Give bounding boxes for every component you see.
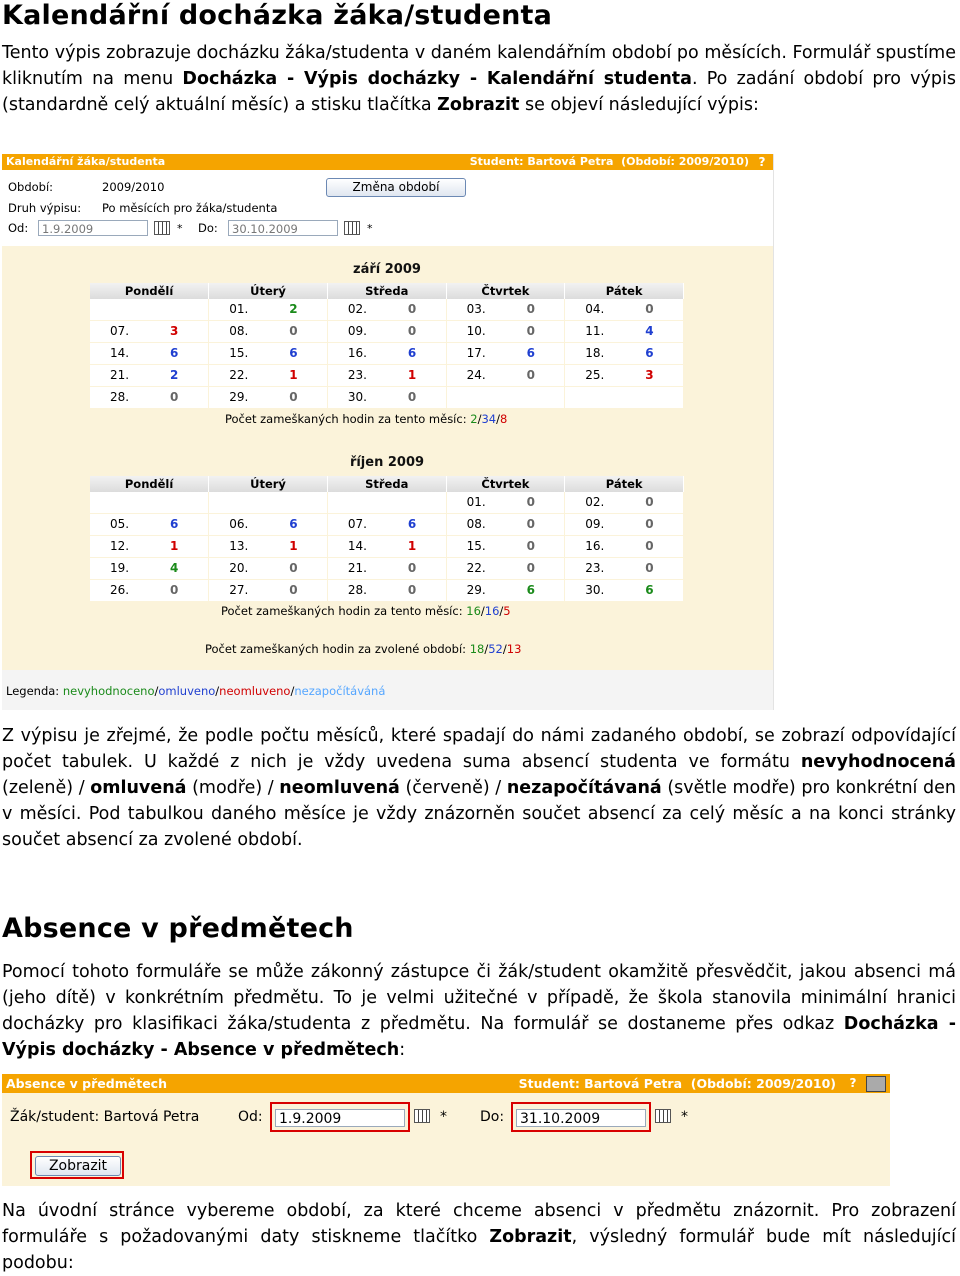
intro-text-2: . Po zadání období pro výpis (standardně celý aktuální měsíc) a stisku tlačítka: [2, 69, 956, 115]
calendar-icon[interactable]: [414, 1109, 430, 1123]
weekday-header-cell: Středa: [327, 476, 446, 492]
day-number: 02.: [347, 302, 367, 316]
week-row: [90, 536, 684, 558]
month-summary: Počet zameškaných hodin za tento měsíc: 2/34/8: [225, 412, 508, 426]
absence-hours: 0: [645, 539, 654, 553]
required-star: *: [177, 222, 183, 235]
section-title: Absence v předmětech: [2, 913, 354, 944]
month-title: říjen 2009: [349, 455, 425, 470]
absence-hours: 0: [526, 324, 535, 338]
day-cell: [446, 387, 565, 409]
subject-absence-screenshot: [2, 1074, 890, 1186]
zobrazit-highlight: [30, 1151, 124, 1179]
zobrazit-button[interactable]: Zobrazit: [35, 1156, 121, 1176]
required-star: *: [440, 1109, 447, 1125]
legend-unexcused: neomluveno: [219, 684, 291, 698]
weekday-header-cell: Pondělí: [90, 283, 209, 299]
weekday-header: [90, 283, 684, 299]
day-number: 03.: [466, 302, 486, 316]
day-number: 22.: [229, 368, 249, 382]
absence-hours: 0: [289, 583, 298, 597]
absence-hours: 3: [645, 368, 654, 382]
day-cell: [209, 492, 328, 514]
weekday-header-cell: Pondělí: [90, 476, 209, 492]
druh-value: Po měsících pro žáka/studenta: [102, 201, 278, 215]
day-cell: [327, 558, 446, 580]
printer-icon[interactable]: [866, 1076, 886, 1092]
day-number: 01.: [229, 302, 249, 316]
absence-hours: 6: [407, 517, 417, 531]
total-unexcused: 13: [506, 642, 522, 656]
week-row: [90, 514, 684, 536]
absence-hours: 4: [170, 561, 179, 575]
absence-hours: 1: [289, 368, 298, 382]
absence-hours: 1: [407, 539, 417, 553]
absence-hours: 1: [170, 539, 179, 553]
button-name: Zobrazit: [437, 95, 520, 115]
day-cell: [209, 580, 328, 602]
day-number: 25.: [585, 368, 605, 382]
page-title: Kalendářní docházka žáka/studenta: [2, 0, 553, 31]
day-cell: [565, 321, 684, 343]
od-date-input[interactable]: 1.9.2009: [275, 1109, 405, 1127]
day-number: 15.: [466, 539, 486, 553]
absence-hours: 0: [407, 390, 417, 404]
absence-hours: 0: [526, 495, 535, 509]
window-title: Absence v předmětech: [6, 1076, 167, 1091]
total-unevaluated: 18: [469, 642, 485, 656]
day-cell: [90, 321, 209, 343]
do-label: Do:: [198, 221, 218, 235]
summary-unexcused: 8: [499, 412, 508, 426]
week-row: [90, 365, 684, 387]
legend-excused: omluveno: [158, 684, 216, 698]
day-number: 16.: [347, 346, 367, 360]
absence-hours: 0: [407, 324, 417, 338]
day-cell: [90, 558, 209, 580]
day-number: 12.: [110, 539, 130, 553]
od-date-input[interactable]: 1.9.2009: [38, 220, 148, 236]
weekday-header-cell: Čtvrtek: [446, 283, 565, 299]
help-icon[interactable]: ?: [849, 1076, 857, 1090]
absence-hours: 4: [645, 324, 654, 338]
calendar-icon[interactable]: [655, 1109, 671, 1123]
day-number: 27.: [229, 583, 249, 597]
day-number: 05.: [110, 517, 130, 531]
day-cell: [565, 299, 684, 321]
absence-hours: 0: [645, 495, 654, 509]
day-cell: [209, 514, 328, 536]
absence-hours: 0: [289, 561, 298, 575]
absence-hours: 1: [407, 368, 417, 382]
day-cell: [327, 580, 446, 602]
day-number: 09.: [347, 324, 367, 338]
obdobi-value: 2009/2010: [102, 180, 165, 194]
absence-hours: 6: [645, 346, 654, 360]
absence-hours: 0: [526, 517, 535, 531]
day-number: 28.: [347, 583, 367, 597]
day-number: 23.: [585, 561, 605, 575]
week-row: [90, 299, 684, 321]
day-cell: [565, 558, 684, 580]
day-number: 02.: [585, 495, 605, 509]
absence-hours: 3: [170, 324, 179, 338]
day-number: 20.: [229, 561, 249, 575]
calendar-icon[interactable]: [154, 221, 170, 235]
weekday-header-cell: Pátek: [565, 476, 684, 492]
month-table: [90, 283, 684, 409]
day-cell: [209, 343, 328, 365]
closing-paragraph: Na úvodní stránce vybereme období, za které chceme absenci v předmětu znázornit. Pro zobrazení formuláře s požadovanými daty stiskneme tlačítko Zobrazit, výsledný formulář bude mít následující podobu:: [2, 1201, 956, 1273]
explanation-paragraph: Z výpisu je zřejmé, že podle počtu měsíců, které spadají do námi zadaného období, se zobrazí odpovídající počet tabulek. U každé z nich je vždy uvedena suma absencí studenta ve formátu nevyhodnocená (zeleně) / omluvená (modře) / neomluvená (červeně) / nezapočítávaná (světle modře) pro konkrétní den v měsíci. Pod tabulkou daného měsíce je vždy znázorněn součet absencí za celý měsíc a na konci stránky součet absencí za zvolené období.: [2, 726, 956, 850]
day-cell: [446, 580, 565, 602]
calendar-attendance-screenshot: [2, 154, 774, 710]
day-number: 13.: [229, 539, 249, 553]
do-date-input[interactable]: 30.10.2009: [228, 220, 338, 236]
week-row: [90, 492, 684, 514]
absence-hours: 0: [407, 561, 417, 575]
day-number: 21.: [110, 368, 130, 382]
day-number: 10.: [466, 324, 486, 338]
period-total: Počet zameškaných hodin za zvolené období: 18/52/13: [205, 642, 522, 656]
subject-absence-paragraph: Pomocí tohoto formuláře se může zákonný zástupce či žák/student okamžitě přesvědčit, jakou absenci má (jeho dítě) v konkrétním předmětu. To je velmi užitečné v případě, že škola stanovila minimální hranici docházky pro klasifikaci žáka/studenta z předmětu. Na formulář se dostaneme přes odkaz Docházka - Výpis docházky - Absence v předmětech:: [2, 962, 956, 1060]
day-cell: [565, 343, 684, 365]
day-number: 09.: [585, 517, 605, 531]
day-cell: [446, 365, 565, 387]
calendar-icon[interactable]: [344, 221, 360, 235]
day-cell: [90, 365, 209, 387]
absence-hours: 6: [645, 583, 654, 597]
change-period-button[interactable]: Změna období: [326, 178, 466, 197]
absence-hours: 0: [407, 302, 417, 316]
day-cell: [446, 321, 565, 343]
day-cell: [565, 580, 684, 602]
student-info: Student: Bartová Petra (Období: 2009/2010): [469, 155, 749, 168]
do-label: Do:: [480, 1109, 505, 1125]
absence-hours: 0: [407, 583, 417, 597]
summary-excused: 34: [481, 412, 497, 426]
od-highlight: [270, 1102, 410, 1132]
day-cell: [90, 580, 209, 602]
day-cell: [327, 299, 446, 321]
week-row: [90, 343, 684, 365]
day-cell: [565, 536, 684, 558]
legend: [2, 670, 773, 710]
absence-hours: 0: [526, 561, 535, 575]
day-number: 26.: [110, 583, 130, 597]
window-title: Kalendářní žáka/studenta: [6, 155, 166, 168]
absence-hours: 6: [526, 583, 535, 597]
weekday-header-cell: Čtvrtek: [446, 476, 565, 492]
do-date-input[interactable]: 31.10.2009: [516, 1109, 646, 1127]
day-cell: [327, 536, 446, 558]
absence-hours: 0: [170, 390, 179, 404]
summary-excused: 16: [484, 604, 500, 618]
weekday-header-cell: Úterý: [209, 283, 328, 299]
student-label: Žák/student: Bartová Petra: [10, 1109, 200, 1125]
day-cell: [209, 321, 328, 343]
day-number: 15.: [229, 346, 249, 360]
druh-label: Druh výpisu:: [8, 201, 82, 215]
month-title: září 2009: [353, 262, 421, 277]
day-cell: [446, 492, 565, 514]
absence-hours: 6: [170, 346, 179, 360]
day-number: 23.: [347, 368, 367, 382]
help-icon[interactable]: ?: [758, 155, 766, 169]
absence-hours: 1: [289, 539, 298, 553]
absence-hours: 0: [526, 302, 535, 316]
summary-unexcused: 5: [503, 604, 511, 618]
window-titlebar: [2, 1074, 890, 1093]
day-number: 24.: [466, 368, 486, 382]
od-label: Od:: [8, 221, 29, 235]
obdobi-label: Období:: [8, 180, 54, 194]
menu-path: Docházka - Výpis docházky - Kalendářní studenta: [182, 69, 692, 89]
day-cell: [446, 343, 565, 365]
required-star: *: [681, 1109, 688, 1125]
day-cell: [209, 536, 328, 558]
day-cell: [446, 299, 565, 321]
day-cell: [209, 365, 328, 387]
day-cell: [90, 387, 209, 409]
day-cell: [90, 536, 209, 558]
do-highlight: [511, 1102, 651, 1132]
day-cell: [327, 321, 446, 343]
day-cell: [446, 514, 565, 536]
legend-unevaluated: nevyhodnoceno: [62, 684, 155, 698]
absence-hours: 2: [289, 302, 298, 316]
day-number: 01.: [466, 495, 486, 509]
absence-hours: 6: [170, 517, 179, 531]
day-number: 07.: [347, 517, 367, 531]
weekday-header: [90, 476, 684, 492]
day-number: 28.: [110, 390, 130, 404]
summary-unevaluated: 16: [466, 604, 481, 618]
day-cell: [565, 514, 684, 536]
day-number: 29.: [466, 583, 486, 597]
day-number: 18.: [585, 346, 605, 360]
absence-hours: 0: [526, 539, 535, 553]
day-cell: [565, 365, 684, 387]
day-number: 17.: [466, 346, 486, 360]
day-cell: [90, 343, 209, 365]
day-number: 11.: [585, 324, 605, 338]
day-number: 06.: [229, 517, 249, 531]
day-number: 04.: [585, 302, 605, 316]
day-number: 16.: [585, 539, 605, 553]
legend-line: Legenda: nevyhodnoceno/omluveno/neomluveno/nezapočítáváná: [6, 684, 386, 698]
absence-hours: 0: [170, 583, 179, 597]
day-cell: [446, 536, 565, 558]
required-star: *: [367, 222, 373, 235]
day-cell: [90, 492, 209, 514]
day-cell: [327, 514, 446, 536]
absence-hours: 0: [289, 324, 298, 338]
month-summary: Počet zameškaných hodin za tento měsíc: 16/16/5: [221, 604, 511, 618]
weekday-header-cell: Středa: [327, 283, 446, 299]
student-info: Student: Bartová Petra (Období: 2009/2010): [518, 1076, 836, 1091]
day-number: 08.: [466, 517, 486, 531]
day-cell: [327, 343, 446, 365]
weekday-header-cell: Pátek: [565, 283, 684, 299]
day-cell: [209, 299, 328, 321]
absence-hours: 2: [170, 368, 179, 382]
week-row: [90, 321, 684, 343]
week-row: [90, 387, 684, 409]
summary-unevaluated: 2: [470, 412, 478, 426]
absence-hours: 0: [289, 390, 298, 404]
week-row: [90, 580, 684, 602]
day-cell: [446, 558, 565, 580]
weekday-header-cell: Úterý: [209, 476, 328, 492]
legend-not-counted: nezapočítáváná: [294, 684, 386, 698]
absence-hours: 6: [407, 346, 417, 360]
absence-hours: 0: [645, 561, 654, 575]
day-number: 19.: [110, 561, 130, 575]
day-cell: [90, 514, 209, 536]
day-number: 21.: [347, 561, 367, 575]
total-excused: 52: [488, 642, 503, 656]
absence-hours: 0: [645, 517, 654, 531]
day-number: 29.: [229, 390, 249, 404]
intro-text-3: se objeví následující výpis:: [519, 95, 759, 115]
intro-text-1: Tento výpis zobrazuje docházku žáka/studenta v daném kalendářním období po měsících. Formulář spustíme kliknutím na menu: [2, 43, 956, 89]
day-cell: [327, 492, 446, 514]
day-cell: [565, 387, 684, 409]
day-cell: [327, 365, 446, 387]
absence-hours: 6: [289, 346, 298, 360]
day-cell: [209, 387, 328, 409]
day-cell: [209, 558, 328, 580]
day-number: 30.: [585, 583, 605, 597]
day-cell: [327, 387, 446, 409]
day-number: 30.: [347, 390, 367, 404]
intro-paragraph: [2, 40, 956, 118]
absence-hours: 6: [289, 517, 298, 531]
day-number: 14.: [347, 539, 367, 553]
od-label: Od:: [238, 1109, 263, 1125]
day-cell: [565, 492, 684, 514]
week-row: [90, 558, 684, 580]
day-number: 22.: [466, 561, 486, 575]
absence-hours: 0: [645, 302, 654, 316]
day-cell: [90, 299, 209, 321]
day-number: 07.: [110, 324, 130, 338]
day-number: 08.: [229, 324, 249, 338]
window-titlebar: [2, 154, 773, 170]
month-table: [90, 476, 684, 602]
day-number: 14.: [110, 346, 130, 360]
absence-hours: 0: [526, 368, 535, 382]
absence-hours: 6: [526, 346, 535, 360]
